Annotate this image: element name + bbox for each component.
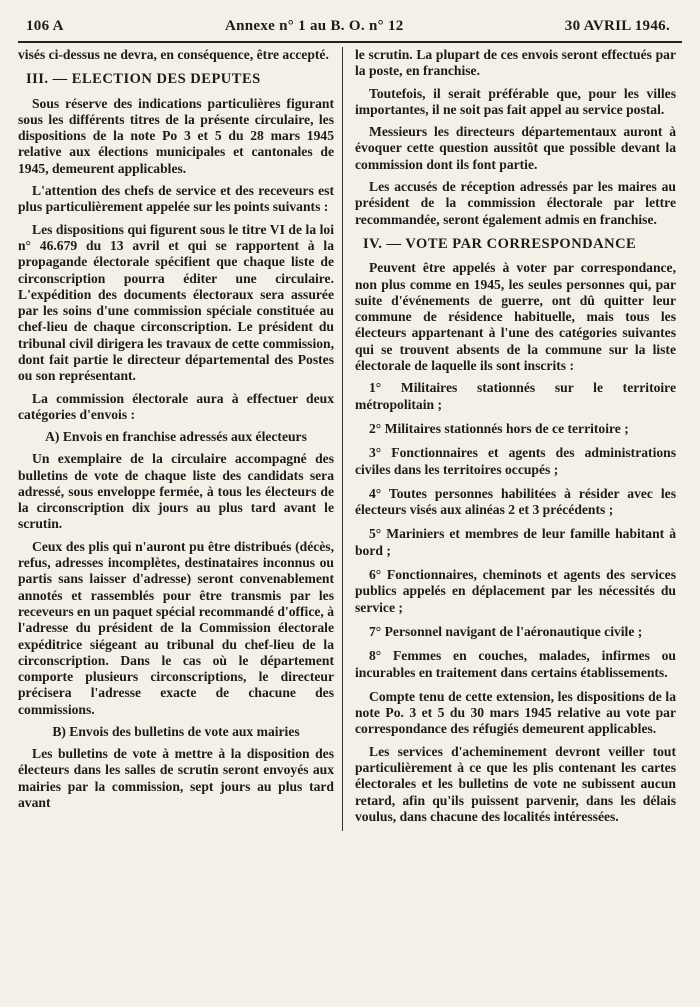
page-header: [18, 8, 682, 43]
paragraph: L'attention des chefs de service et des receveurs est plus particulièrement appelée sur les points suivants :: [18, 183, 334, 215]
paragraph: Les accusés de réception adressés par les maires au président de la commission électorale par lettre recommandée, seront également admis en franchise.: [355, 179, 676, 227]
paragraph: Les dispositions qui figurent sous le titre VI de la loi n° 46.679 du 13 avril et qui se rapportent à la propagande électorale spécifient que chaque liste de circonscription pourra éditer une circulaire. L'expédition des documents électoraux sera assurée par les soins d'une commission spéciale constituée au chef-lieu de chaque circonscription. Le président du tribunal civil dirigera les travaux de cette commission, dont fait partie le directeur départemental des Postes ou son représentant.: [18, 221, 334, 384]
paragraph: Les services d'acheminement devront veiller tout particulièrement à ce que les plis contenant les cartes électorales et les bulletins de vote ne subissent aucun retard, afin qu'ils puissent parvenir, dans les délais voulus, dans chacune des localités intéressées.: [355, 743, 676, 824]
section-heading-elections: III. — ELECTION DES DEPUTES: [26, 71, 261, 88]
subheading-envois-franchise: A) Envois en franchise adressés aux électeurs: [45, 429, 307, 445]
list-item: 8° Femmes en couches, malades, infirmes ou incurables en traitement dans certains établissements.: [355, 648, 676, 680]
paragraph: Peuvent être appelés à voter par correspondance, non plus comme en 1945, les seules personnes qui, par suite d'événements de guerre, ont dû quitter leur commune de résidence habituelle, mais tous les électeurs appartenant à l'une des catégories suivantes qui se trouvent absents de la commune sur la liste électorale de laquelle ils sont inscrits :: [355, 260, 676, 374]
publication-title: Annexe n° 1 au B. O. n° 12: [224, 18, 404, 34]
list-item: 1° Militaires stationnés sur le territoire métropolitain ;: [355, 380, 676, 412]
paragraph: Ceux des plis qui n'auront pu être distribués (décès, refus, adresses incomplètes, destinataires inconnus ou partis sans laisser d'adresse) seront convenablement annotés et rassemblés pour être transmis par les receveurs en un paquet spécial recommandé d'office, à l'adresse du président de la Commission électorale expéditrice siégeant au tribunal du chef-lieu de la circonscription. Dans le cas où le département comporte plusieurs circonscriptions, le directeur précisera l'adresse exacte de chacune des commissions.: [18, 538, 334, 717]
paragraph: Messieurs les directeurs départementaux auront à évoquer cette question aussitôt que possible devant la commission dont ils font partie.: [355, 124, 676, 172]
left-column: [18, 47, 342, 831]
subheading-envois-mairies: B) Envois des bulletins de vote aux mairies: [52, 723, 300, 739]
paragraph: Un exemplaire de la circulaire accompagné des bulletins de vote de chaque liste des candidats sera adressé, sous enveloppe fermée, à tous les électeurs de la circonscription dix jours au plus tard avant le scrutin.: [18, 451, 334, 532]
paragraph: Compte tenu de cette extension, les dispositions de la note Po. 3 et 5 du 30 mars 1945 relative au vote par correspondance des réfugiés demeurent applicables.: [355, 688, 676, 737]
paragraph: le scrutin. La plupart de ces envois seront effectués par la poste, en franchise.: [355, 47, 676, 79]
list-item: 2° Militaires stationnés hors de ce territoire ;: [369, 420, 629, 436]
list-item: 5° Mariniers et membres de leur famille habitant à bord ;: [355, 526, 676, 558]
list-item: 7° Personnel navigant de l'aéronautique civile ;: [369, 623, 643, 639]
list-item: 3° Fonctionnaires et agents des administrations civiles dans les territoires occupés ;: [355, 445, 676, 477]
paragraph: Les bulletins de vote à mettre à la disposition des électeurs dans les salles de scrutin seront envoyés aux mairies par la commission, sept jours au plus tard avant: [18, 745, 334, 810]
list-item: 4° Toutes personnes habilitées à résider avec les électeurs visés aux alinéas 2 et 3 précédents ;: [355, 485, 676, 518]
publication-date: 30 AVRIL 1946.: [564, 18, 670, 34]
section-heading-vote-correspondance: IV. — VOTE PAR CORRESPONDANCE: [363, 235, 637, 252]
paragraph: Sous réserve des indications particulières figurant sous les différents titres de la présente circulaire, les dispositions de la note Po 3 et 5 du 28 mars 1945 relative aux élections municipales et cantonales de 1945, demeurent applicables.: [18, 95, 334, 176]
paragraph: visés ci-dessus ne devra, en conséquence, être accepté.: [18, 47, 329, 62]
two-column-body: [18, 47, 682, 831]
right-column: [342, 47, 676, 831]
page-number: 106 A: [26, 18, 64, 34]
list-item: 6° Fonctionnaires, cheminots et agents des services publics appelés en déplacement par les nécessités du service ;: [355, 567, 676, 615]
paragraph: Toutefois, il serait préférable que, pour les villes importantes, il ne soit pas fait appel au service postal.: [355, 85, 676, 117]
paragraph: La commission électorale aura à effectuer deux catégories d'envois :: [18, 390, 334, 422]
